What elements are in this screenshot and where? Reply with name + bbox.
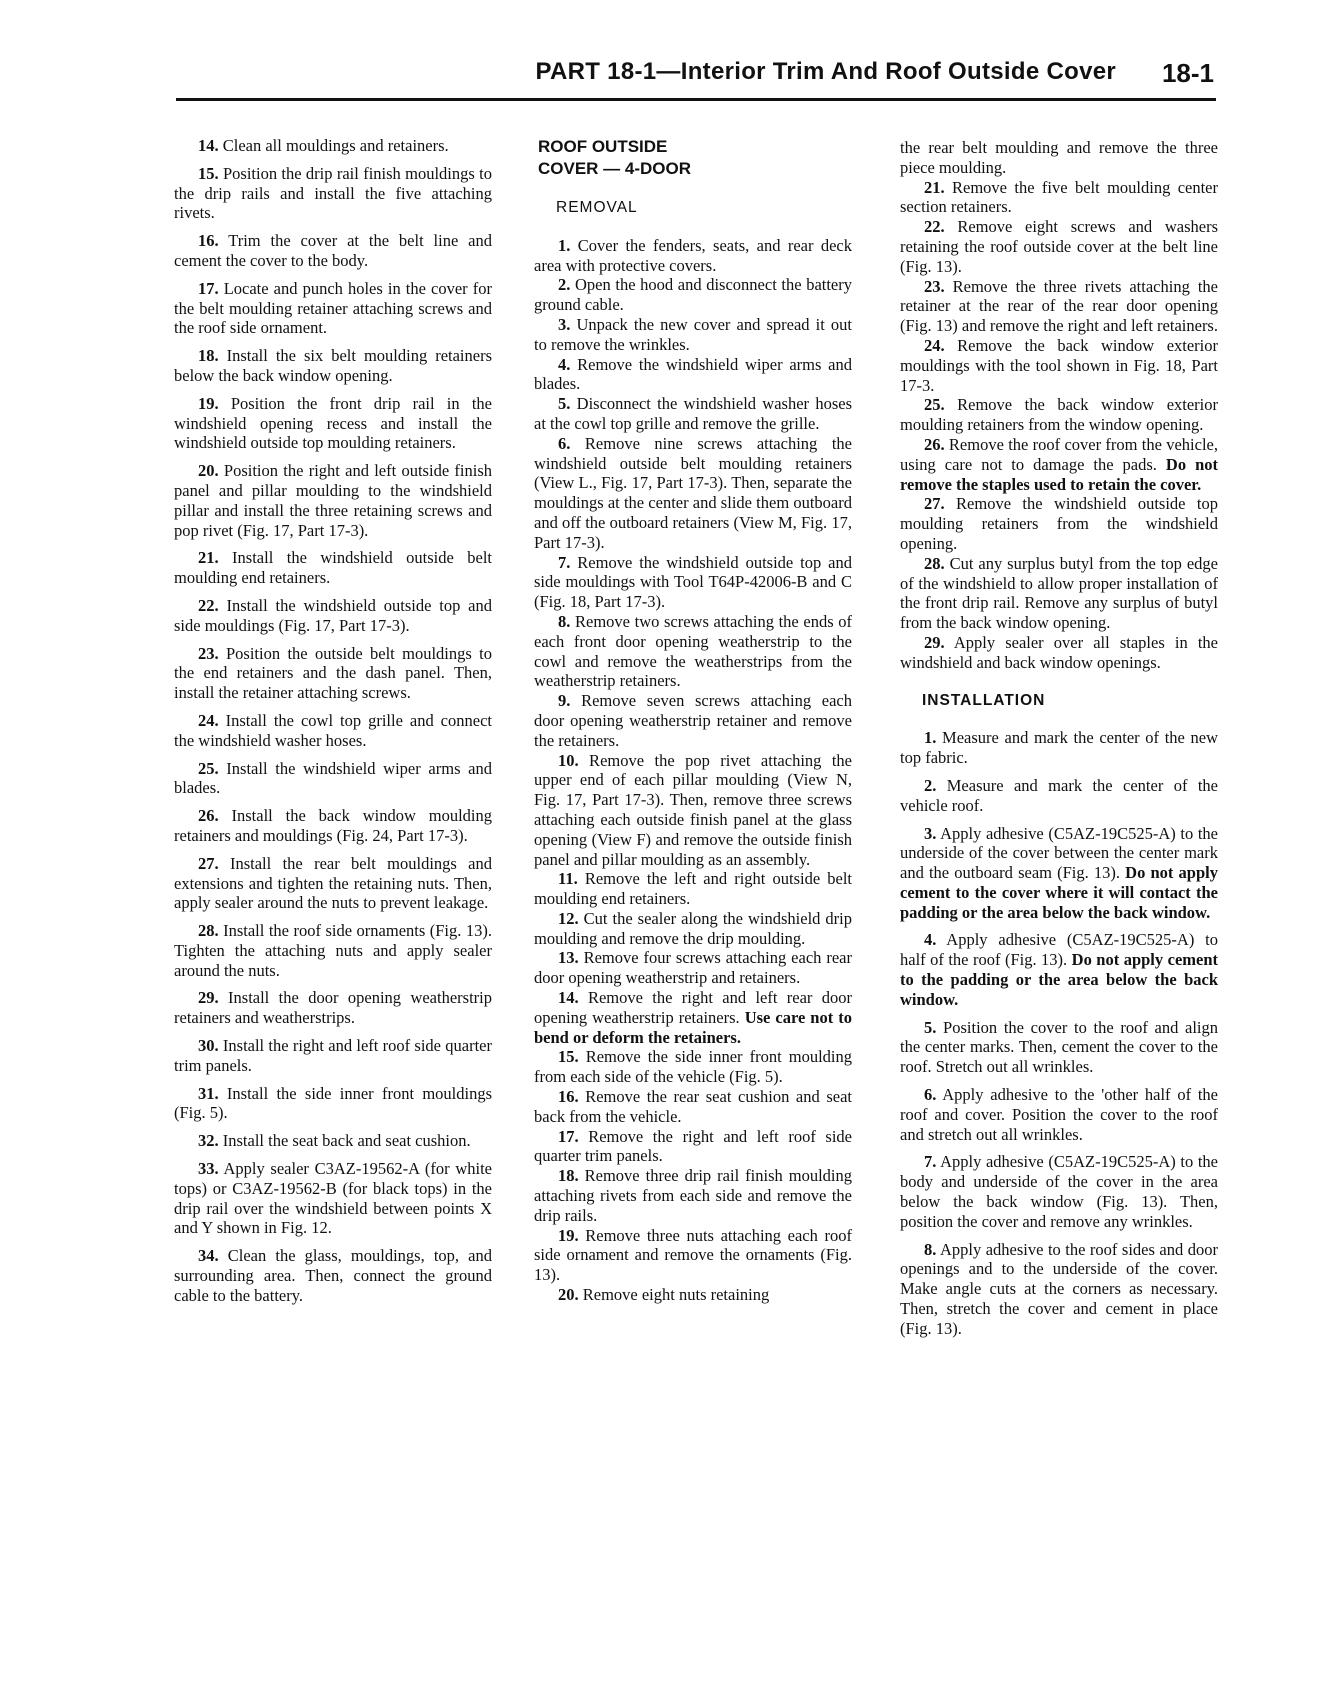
- step-text: Install the six belt moulding retainers below the back window opening.: [174, 346, 492, 385]
- step-text: Remove eight nuts retaining: [578, 1285, 770, 1305]
- step-text: Remove three drip rail finish moulding attaching rivets from each side and remove the drip rails.: [534, 1166, 852, 1225]
- step-number: 32.: [198, 1131, 219, 1151]
- step-text: Remove the side inner front moulding from each side of the vehicle (Fig. 5).: [534, 1047, 852, 1087]
- step-text: Install the cowl top grille and connect the windshield washer hoses.: [174, 710, 492, 750]
- removal-steps: [534, 236, 852, 1305]
- step-paragraph: [174, 711, 492, 751]
- step-text: Clean the glass, mouldings, top, and surrounding area. Then, connect the ground cable to the battery.: [174, 1246, 492, 1305]
- step-text: Install the back window moulding retainers and mouldings (Fig. 24, Part 17-3).: [174, 806, 492, 845]
- step-paragraph: [174, 346, 492, 386]
- step-number: 27.: [924, 494, 945, 514]
- step-number: 22.: [924, 217, 945, 237]
- step-text: Apply adhesive to the 'other half of the roof and cover. Position the cover to the roof and stretch out all wrinkles.: [900, 1085, 1218, 1144]
- step-text: Apply sealer C3AZ-19562-A (for white tops) or C3AZ-19562-B (for black tops) in the drip rail over the windshield between points X and Y shown in Fig. 12.: [174, 1159, 492, 1238]
- step-text: Remove the windshield wiper arms and blades.: [534, 354, 852, 394]
- step-number: 12.: [558, 908, 579, 928]
- step-paragraph: [534, 909, 852, 949]
- step-text: Apply adhesive (C5AZ-19C525-A) to the body and underside of the cover in the area below the back window (Fig. 13). Then, position the cover and remove any wrinkles.: [900, 1152, 1218, 1231]
- step-text: Unpack the new cover and spread it out to remove the wrinkles.: [534, 314, 852, 354]
- step-paragraph: [174, 231, 492, 271]
- step-text: Install the windshield outside top and side mouldings (Fig. 17, Part 17-3).: [174, 595, 492, 635]
- step-number: 7.: [558, 552, 571, 572]
- step-paragraph: [534, 355, 852, 395]
- step-paragraph: [534, 236, 852, 276]
- step-paragraph: [174, 988, 492, 1028]
- step-number: 5.: [558, 394, 571, 414]
- removal-heading: REMOVAL: [556, 199, 638, 216]
- step-paragraph: [174, 1036, 492, 1076]
- continuation-text: the rear belt moulding and remove the three piece moulding.: [900, 138, 1218, 177]
- step-text: Install the seat back and seat cushion.: [218, 1131, 471, 1151]
- page-title: PART 18-1—Interior Trim And Roof Outside Cover: [535, 58, 1116, 85]
- step-warning: Do not apply cement to the cover where it will contact the padding or the area below the back window.: [900, 863, 1218, 922]
- step-text: Install the roof side ornaments (Fig. 13). Tighten the attaching nuts and apply sealer around the nuts.: [174, 921, 492, 980]
- step-number: 26.: [198, 806, 219, 826]
- step-paragraph: [534, 751, 852, 870]
- step-number: 8.: [558, 611, 571, 631]
- step-number: 17.: [558, 1126, 579, 1146]
- step-paragraph: [174, 1246, 492, 1305]
- step-number: 16.: [558, 1087, 579, 1107]
- step-number: 18.: [558, 1166, 579, 1186]
- step-number: 14.: [558, 988, 579, 1008]
- step-number: 24.: [198, 710, 219, 730]
- step-text: Remove the five belt moulding center section retainers.: [900, 177, 1218, 217]
- step-number: 1.: [924, 728, 937, 748]
- step-paragraph: [900, 395, 1218, 435]
- step-paragraph: [174, 279, 492, 338]
- step-text: Remove the windshield outside top and side mouldings with Tool T64P-42006-B and C (Fig. 18, Part 17-3).: [534, 552, 852, 612]
- step-paragraph: [174, 548, 492, 588]
- step-number: 2.: [924, 775, 937, 795]
- step-text: Remove seven screws attaching each door opening weatherstrip retainer and remove the retainers.: [534, 691, 852, 750]
- step-number: 25.: [198, 758, 219, 778]
- step-text: Install the side inner front mouldings (Fig. 5).: [174, 1083, 492, 1123]
- step-paragraph: [900, 1152, 1218, 1231]
- step-paragraph: [534, 948, 852, 988]
- step-number: 31.: [198, 1083, 219, 1103]
- step-text: Position the outside belt mouldings to the end retainers and the dash panel. Then, install the retainer attaching screws.: [174, 643, 492, 703]
- column-3: [900, 138, 1218, 1347]
- step-paragraph: [534, 1285, 852, 1305]
- step-paragraph: [174, 164, 492, 223]
- step-paragraph: [174, 759, 492, 799]
- step-paragraph: [534, 988, 852, 1047]
- step-text: Remove the back window exterior moulding retainers from the window opening.: [900, 395, 1218, 435]
- step-paragraph: [174, 644, 492, 703]
- step-number: 18.: [198, 346, 219, 366]
- step-text: Open the hood and disconnect the battery ground cable.: [534, 275, 852, 315]
- step-paragraph: [534, 1127, 852, 1167]
- page-number: 18-1: [1161, 58, 1214, 88]
- column-1: [174, 136, 492, 1314]
- step-text: Remove eight screws and washers retaining the roof outside cover at the belt line (Fig. 13).: [900, 217, 1218, 276]
- header-rule: [176, 98, 1216, 101]
- step-paragraph: [174, 1159, 492, 1238]
- step-paragraph: [174, 1084, 492, 1124]
- step-number: 22.: [198, 595, 219, 615]
- step-text: Remove the rear seat cushion and seat back from the vehicle.: [534, 1087, 852, 1126]
- step-text: Clean all mouldings and retainers.: [218, 136, 449, 155]
- step-text: Install the door opening weatherstrip retainers and weatherstrips.: [174, 988, 492, 1028]
- installation-heading: INSTALLATION: [922, 691, 1046, 709]
- step-number: 7.: [924, 1152, 937, 1172]
- step-number: 24.: [924, 335, 945, 355]
- step-paragraph: [534, 1047, 852, 1087]
- step-text: Apply adhesive (C5AZ-19C525-A) to the underside of the cover between the center mark and the outboard seam (Fig. 13).: [900, 823, 1218, 883]
- step-number: 26.: [924, 434, 945, 454]
- step-text: Remove two screws attaching the ends of each front door opening weatherstrip to the cowl and remove the weatherstrips from the weatherstrip retainers.: [534, 611, 852, 691]
- removal-steps-continued: [900, 178, 1218, 673]
- step-paragraph: [900, 277, 1218, 336]
- step-paragraph: [174, 921, 492, 980]
- step-number: 29.: [198, 988, 219, 1008]
- step-paragraph: [534, 869, 852, 909]
- step-paragraph: [900, 336, 1218, 395]
- step-paragraph: [534, 1087, 852, 1127]
- step-number: 2.: [558, 275, 571, 295]
- step-text: Install the windshield wiper arms and blades.: [174, 758, 492, 798]
- step-paragraph: [900, 217, 1218, 276]
- step-paragraph: [174, 136, 492, 156]
- step-text: Remove the right and left roof side quarter trim panels.: [534, 1126, 852, 1166]
- step-number: 15.: [198, 163, 219, 183]
- step-text: Position the cover to the roof and align the center marks. Then, cement the cover to the roof. Stretch out all wrinkles.: [900, 1017, 1218, 1077]
- step-number: 1.: [558, 235, 571, 255]
- step-paragraph: [534, 553, 852, 612]
- section-title-line-1: ROOF OUTSIDE: [538, 137, 668, 156]
- step-text: Cut any surplus butyl from the top edge of the windshield to allow proper installation of the front drip rail. Remove any surplus of butyl from the back window opening.: [900, 553, 1218, 633]
- step-text: Remove the windshield outside top moulding retainers from the windshield opening.: [900, 494, 1218, 553]
- step-paragraph: [900, 1018, 1218, 1077]
- step-text: Measure and mark the center of the vehicle roof.: [900, 775, 1218, 815]
- step-paragraph: [534, 1166, 852, 1225]
- step-paragraph: [900, 1085, 1218, 1144]
- step-number: 15.: [558, 1047, 579, 1067]
- step-text: Remove the back window exterior mouldings with the tool shown in Fig. 18, Part 17-3.: [900, 335, 1218, 395]
- step-number: 33.: [198, 1159, 219, 1179]
- step-number: 4.: [924, 930, 937, 950]
- step-paragraph: [534, 612, 852, 691]
- step-paragraph: [174, 461, 492, 540]
- step-number: 25.: [924, 395, 945, 415]
- step-number: 9.: [558, 691, 571, 711]
- step-text: Locate and punch holes in the cover for the belt moulding retainer attaching screws and the roof side ornament.: [174, 278, 492, 338]
- step-paragraph: [174, 1131, 492, 1151]
- step-paragraph: [900, 728, 1218, 768]
- step-warning: Use care not to bend or deform the retainers.: [534, 1007, 852, 1047]
- step-text: Disconnect the windshield washer hoses at the cowl top grille and remove the grille.: [534, 394, 852, 433]
- step-text: Install the rear belt mouldings and extensions and tighten the retaining nuts. Then, apply sealer around the nuts to prevent leakage.: [174, 853, 492, 913]
- step-paragraph: [534, 275, 852, 315]
- installation-steps: [900, 728, 1218, 1338]
- step-text: Apply adhesive to the roof sides and door openings and to the underside of the cover. Make angle cuts at the corners as necessary. Then, stretch the cover and cement in place (Fig. 13).: [900, 1239, 1218, 1338]
- step-text: Remove nine screws attaching the windshield outside belt moulding retainers (View L., Fig. 17, Part 17-3). Then, separate the mouldings at the center and slide them outboard and off the outboard retainers (View M, Fig. 17, Part 17-3).: [534, 433, 852, 552]
- step-text: Measure and mark the center of the new top fabric.: [900, 728, 1218, 768]
- step-text: Position the front drip rail in the windshield opening recess and install the windshield outside top moulding retainers.: [174, 393, 492, 453]
- step-warning: Do not remove the staples used to retain the cover.: [900, 454, 1218, 494]
- step-paragraph: [900, 633, 1218, 673]
- page-header: [178, 58, 1214, 98]
- step-text: Remove four screws attaching each rear door opening weatherstrip and retainers.: [534, 948, 852, 988]
- step-paragraph: [900, 930, 1218, 1009]
- step-number: 8.: [924, 1239, 937, 1259]
- step-paragraph: [900, 554, 1218, 633]
- step-text: Apply sealer over all staples in the windshield and back window openings.: [900, 632, 1218, 672]
- step-number: 16.: [198, 231, 219, 251]
- step-text: Install the windshield outside belt moulding end retainers.: [174, 548, 492, 588]
- step-number: 21.: [924, 177, 945, 197]
- step-number: 19.: [558, 1225, 579, 1245]
- step-number: 27.: [198, 853, 219, 873]
- step-paragraph: [900, 776, 1218, 816]
- step-paragraph: [900, 1240, 1218, 1339]
- step-text: Position the drip rail finish mouldings to the drip rails and install the five attaching rivets.: [174, 163, 492, 223]
- step-text: Cover the fenders, seats, and rear deck area with protective covers.: [534, 235, 852, 275]
- step-paragraph: [174, 854, 492, 913]
- step-paragraph: [174, 596, 492, 636]
- step-text: Remove the three rivets attaching the retainer at the rear of the rear door opening (Fig. 13) and remove the right and left retainers.: [900, 276, 1218, 336]
- step-paragraph: [900, 178, 1218, 218]
- step-number: 20.: [558, 1285, 579, 1305]
- step-number: 3.: [924, 823, 937, 843]
- step-text: Apply adhesive (C5AZ-19C525-A) to half of the roof (Fig. 13).: [900, 930, 1218, 970]
- step-number: 17.: [198, 278, 219, 298]
- step-number: 11.: [558, 869, 578, 889]
- step-text: Remove the right and left rear door opening weatherstrip retainers.: [534, 988, 852, 1027]
- step-number: 10.: [558, 750, 579, 770]
- section-title-line-2: COVER — 4-DOOR: [538, 159, 692, 178]
- step-number: 23.: [198, 643, 219, 663]
- step-text: Remove the pop rivet attaching the upper end of each pillar moulding (View N, Fig. 17, Part 17-3). Then, remove three screws attaching each outside finish panel at the glass opening (View F) and remove the outside finish panel and pillar moulding as an assembly.: [534, 750, 852, 869]
- column-2: [534, 136, 852, 1305]
- step-number: 13.: [558, 948, 579, 968]
- step-number: 30.: [198, 1036, 219, 1056]
- step-text: Install the right and left roof side quarter trim panels.: [174, 1036, 492, 1075]
- section-title: [538, 136, 852, 180]
- step-text: Remove the roof cover from the vehicle, using care not to damage the pads.: [900, 434, 1218, 474]
- step-number: 19.: [198, 393, 219, 413]
- step-paragraph: [534, 1226, 852, 1285]
- step-paragraph: [900, 435, 1218, 494]
- step-paragraph: [534, 394, 852, 434]
- step-number: 20.: [198, 461, 219, 481]
- step-number: 6.: [558, 433, 571, 453]
- step-paragraph: [174, 806, 492, 846]
- step-number: 21.: [198, 548, 219, 568]
- step-paragraph: [534, 691, 852, 750]
- step-text: Remove the left and right outside belt moulding end retainers.: [534, 869, 852, 909]
- step-number: 6.: [924, 1085, 937, 1105]
- step-number: 28.: [924, 553, 945, 573]
- step-paragraph: [900, 824, 1218, 923]
- step-paragraph: [534, 434, 852, 553]
- step-text: Cut the sealer along the windshield drip moulding and remove the drip moulding.: [534, 908, 852, 948]
- step-text: Remove three nuts attaching each roof side ornament and remove the ornaments (Fig. 13).: [534, 1225, 852, 1285]
- step-warning: Do not apply cement to the padding or the area below the back window.: [900, 950, 1219, 1009]
- step-number: 3.: [558, 314, 571, 334]
- step-paragraph: [174, 394, 492, 453]
- step-text: Position the right and left outside finish panel and pillar moulding to the windshield pillar and install the three retaining screws and pop rivet (Fig. 17, Part 17-3).: [174, 461, 492, 540]
- step-paragraph: [900, 494, 1218, 553]
- step-number: 34.: [198, 1246, 219, 1266]
- step-number: 5.: [924, 1017, 937, 1037]
- step-number: 4.: [558, 354, 571, 374]
- step-number: 23.: [924, 276, 945, 296]
- step-number: 14.: [198, 136, 219, 155]
- step-number: 28.: [198, 921, 219, 941]
- step-text: Trim the cover at the belt line and cement the cover to the body.: [174, 231, 492, 270]
- step-number: 29.: [924, 632, 945, 652]
- step-paragraph: [534, 315, 852, 355]
